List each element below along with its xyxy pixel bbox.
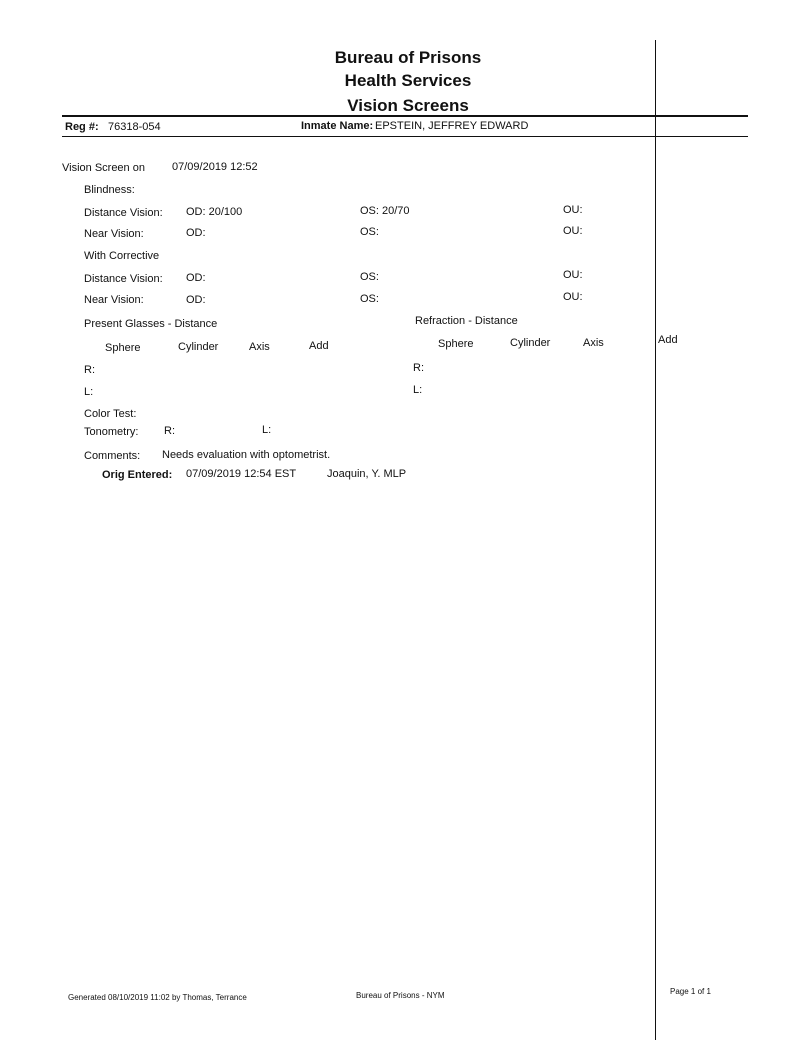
refraction-l-label: L:: [413, 384, 423, 396]
corrective-near-label: Near Vision:: [84, 294, 144, 306]
glasses-l-label: L:: [84, 386, 94, 398]
refraction-r-label: R:: [413, 362, 424, 374]
corrective-distance-od: OD:: [186, 272, 206, 284]
corrective-near-ou: OU:: [563, 291, 583, 303]
corrective-near-od: OD:: [186, 294, 206, 306]
refraction-add-header: Add: [658, 334, 678, 346]
near-os: OS:: [360, 226, 379, 238]
refraction-cylinder-header: Cylinder: [510, 337, 551, 349]
vision-screen-datetime: 07/09/2019 12:52: [172, 161, 258, 173]
tonometry-l: L:: [262, 424, 272, 436]
present-glasses-label: Present Glasses - Distance: [84, 318, 218, 330]
refraction-label: Refraction - Distance: [415, 315, 518, 327]
entered-by: Joaquin, Y. MLP: [327, 468, 407, 480]
glasses-add-header: Add: [309, 340, 329, 352]
near-od: OD:: [186, 227, 206, 239]
vision-screen-label: Vision Screen on: [62, 162, 145, 174]
comments-label: Comments:: [84, 450, 141, 462]
header-rule-top: [62, 115, 748, 117]
glasses-r-label: R:: [84, 364, 95, 376]
org-title: Bureau of Prisons: [334, 48, 482, 67]
header-rule-bottom: [62, 136, 748, 137]
with-corrective-label: With Corrective: [84, 250, 160, 262]
color-test-label: Color Test:: [84, 408, 137, 420]
comments-value: Needs evaluation with optometrist.: [162, 449, 331, 461]
glasses-sphere-header: Sphere: [105, 342, 141, 354]
tonometry-label: Tonometry:: [84, 426, 139, 438]
refraction-sphere-header: Sphere: [438, 338, 474, 350]
distance-vision-label: Distance Vision:: [84, 207, 163, 219]
page-title: Vision Screens: [347, 96, 469, 115]
facility-footer: Bureau of Prisons - NYM: [356, 991, 445, 1000]
tonometry-r: R:: [164, 425, 175, 437]
corrective-distance-os: OS:: [360, 271, 379, 283]
near-ou: OU:: [563, 225, 583, 237]
reg-label: Reg #:: [65, 121, 99, 133]
blindness-label: Blindness:: [84, 184, 135, 196]
orig-entered-value: 07/09/2019 12:54 EST: [186, 468, 297, 480]
distance-os: OS: 20/70: [360, 205, 410, 217]
corrective-near-os: OS:: [360, 293, 379, 305]
page-number: Page 1 of 1: [670, 987, 711, 996]
glasses-cylinder-header: Cylinder: [178, 341, 219, 353]
corrective-distance-ou: OU:: [563, 269, 583, 281]
corrective-distance-label: Distance Vision:: [84, 273, 163, 285]
refraction-axis-header: Axis: [583, 337, 604, 349]
orig-entered-label: Orig Entered:: [102, 469, 173, 481]
margin-line: [655, 40, 656, 1040]
inmate-name-value: EPSTEIN, JEFFREY EDWARD: [375, 120, 529, 132]
dept-title: Health Services: [344, 71, 472, 90]
reg-value: 76318-054: [108, 121, 161, 133]
glasses-axis-header: Axis: [249, 341, 270, 353]
near-vision-label: Near Vision:: [84, 228, 144, 240]
inmate-name-label: Inmate Name:: [301, 120, 374, 132]
generated-footer: Generated 08/10/2019 11:02 by Thomas, Terrance: [68, 993, 247, 1002]
distance-ou: OU:: [563, 204, 583, 216]
distance-od: OD: 20/100: [186, 206, 243, 218]
